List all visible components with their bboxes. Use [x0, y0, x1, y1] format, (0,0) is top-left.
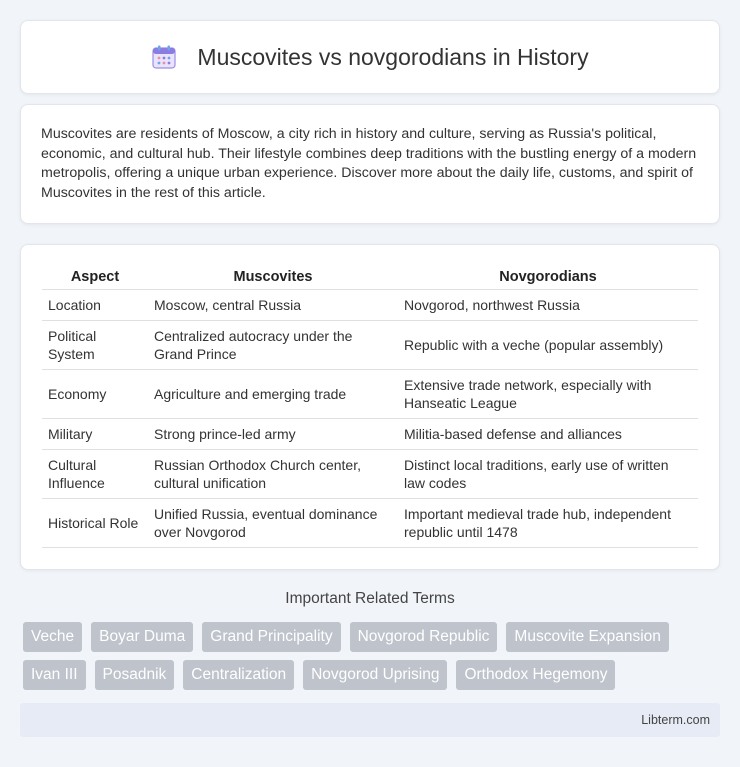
cell-muscovites: Moscow, central Russia [148, 289, 398, 320]
term-tag[interactable]: Veche [23, 622, 82, 652]
term-tag[interactable]: Muscovite Expansion [506, 622, 668, 652]
cell-aspect: Military [42, 418, 148, 449]
term-tag[interactable]: Novgorod Uprising [303, 660, 447, 690]
intro-card [20, 104, 720, 224]
cell-aspect: Cultural Influence [42, 449, 148, 498]
cell-novgorodians: Novgorod, northwest Russia [398, 289, 698, 320]
cell-muscovites: Unified Russia, eventual dominance over Novgorod [148, 498, 398, 547]
cell-muscovites: Strong prince-led army [148, 418, 398, 449]
related-terms-list [23, 622, 723, 690]
term-tag[interactable]: Posadnik [95, 660, 175, 690]
cell-aspect: Location [42, 289, 148, 320]
header-card [20, 20, 720, 94]
table-row [42, 289, 698, 320]
intro-text: Muscovites are residents of Moscow, a city rich in history and culture, serving as Russia's political, economic, and cultural hub. Their lifestyle combines deep traditions with the bustling energy of a modern metropolis, offering a unique urban experience. Discover more about the daily life, customs, and spirit of Muscovites in the rest of this article. [41, 126, 697, 201]
header-novgorodians: Novgorodians [398, 265, 698, 289]
header-aspect: Aspect [42, 265, 148, 289]
term-tag[interactable]: Grand Principality [202, 622, 340, 652]
cell-novgorodians: Important medieval trade hub, independent republic until 1478 [398, 498, 698, 547]
cell-novgorodians: Militia-based defense and alliances [398, 418, 698, 449]
page-title: Muscovites vs novgorodians in History [197, 43, 589, 70]
table-header-row [42, 265, 698, 289]
cell-muscovites: Centralized autocracy under the Grand Prince [148, 320, 398, 369]
table-row [42, 320, 698, 369]
term-tag[interactable]: Orthodox Hegemony [456, 660, 615, 690]
calendar-icon [151, 44, 177, 70]
comparison-card [20, 244, 720, 570]
cell-novgorodians: Republic with a veche (popular assembly) [398, 320, 698, 369]
cell-muscovites: Agriculture and emerging trade [148, 369, 398, 418]
table-row [42, 418, 698, 449]
comparison-table [42, 265, 698, 548]
cell-muscovites: Russian Orthodox Church center, cultural unification [148, 449, 398, 498]
cell-aspect: Political System [42, 320, 148, 369]
term-tag[interactable]: Ivan III [23, 660, 86, 690]
footer [20, 703, 720, 737]
cell-aspect: Economy [42, 369, 148, 418]
table-row [42, 498, 698, 547]
table-row [42, 449, 698, 498]
cell-aspect: Historical Role [42, 498, 148, 547]
term-tag[interactable]: Centralization [183, 660, 294, 690]
term-tag[interactable]: Boyar Duma [91, 622, 193, 652]
header-muscovites: Muscovites [148, 265, 398, 289]
cell-novgorodians: Extensive trade network, especially with Hanseatic League [398, 369, 698, 418]
related-terms-title: Important Related Terms [285, 590, 455, 607]
table-row [42, 369, 698, 418]
cell-novgorodians: Distinct local traditions, early use of written law codes [398, 449, 698, 498]
term-tag[interactable]: Novgorod Republic [350, 622, 498, 652]
footer-brand-link[interactable]: Libterm.com [641, 713, 710, 727]
